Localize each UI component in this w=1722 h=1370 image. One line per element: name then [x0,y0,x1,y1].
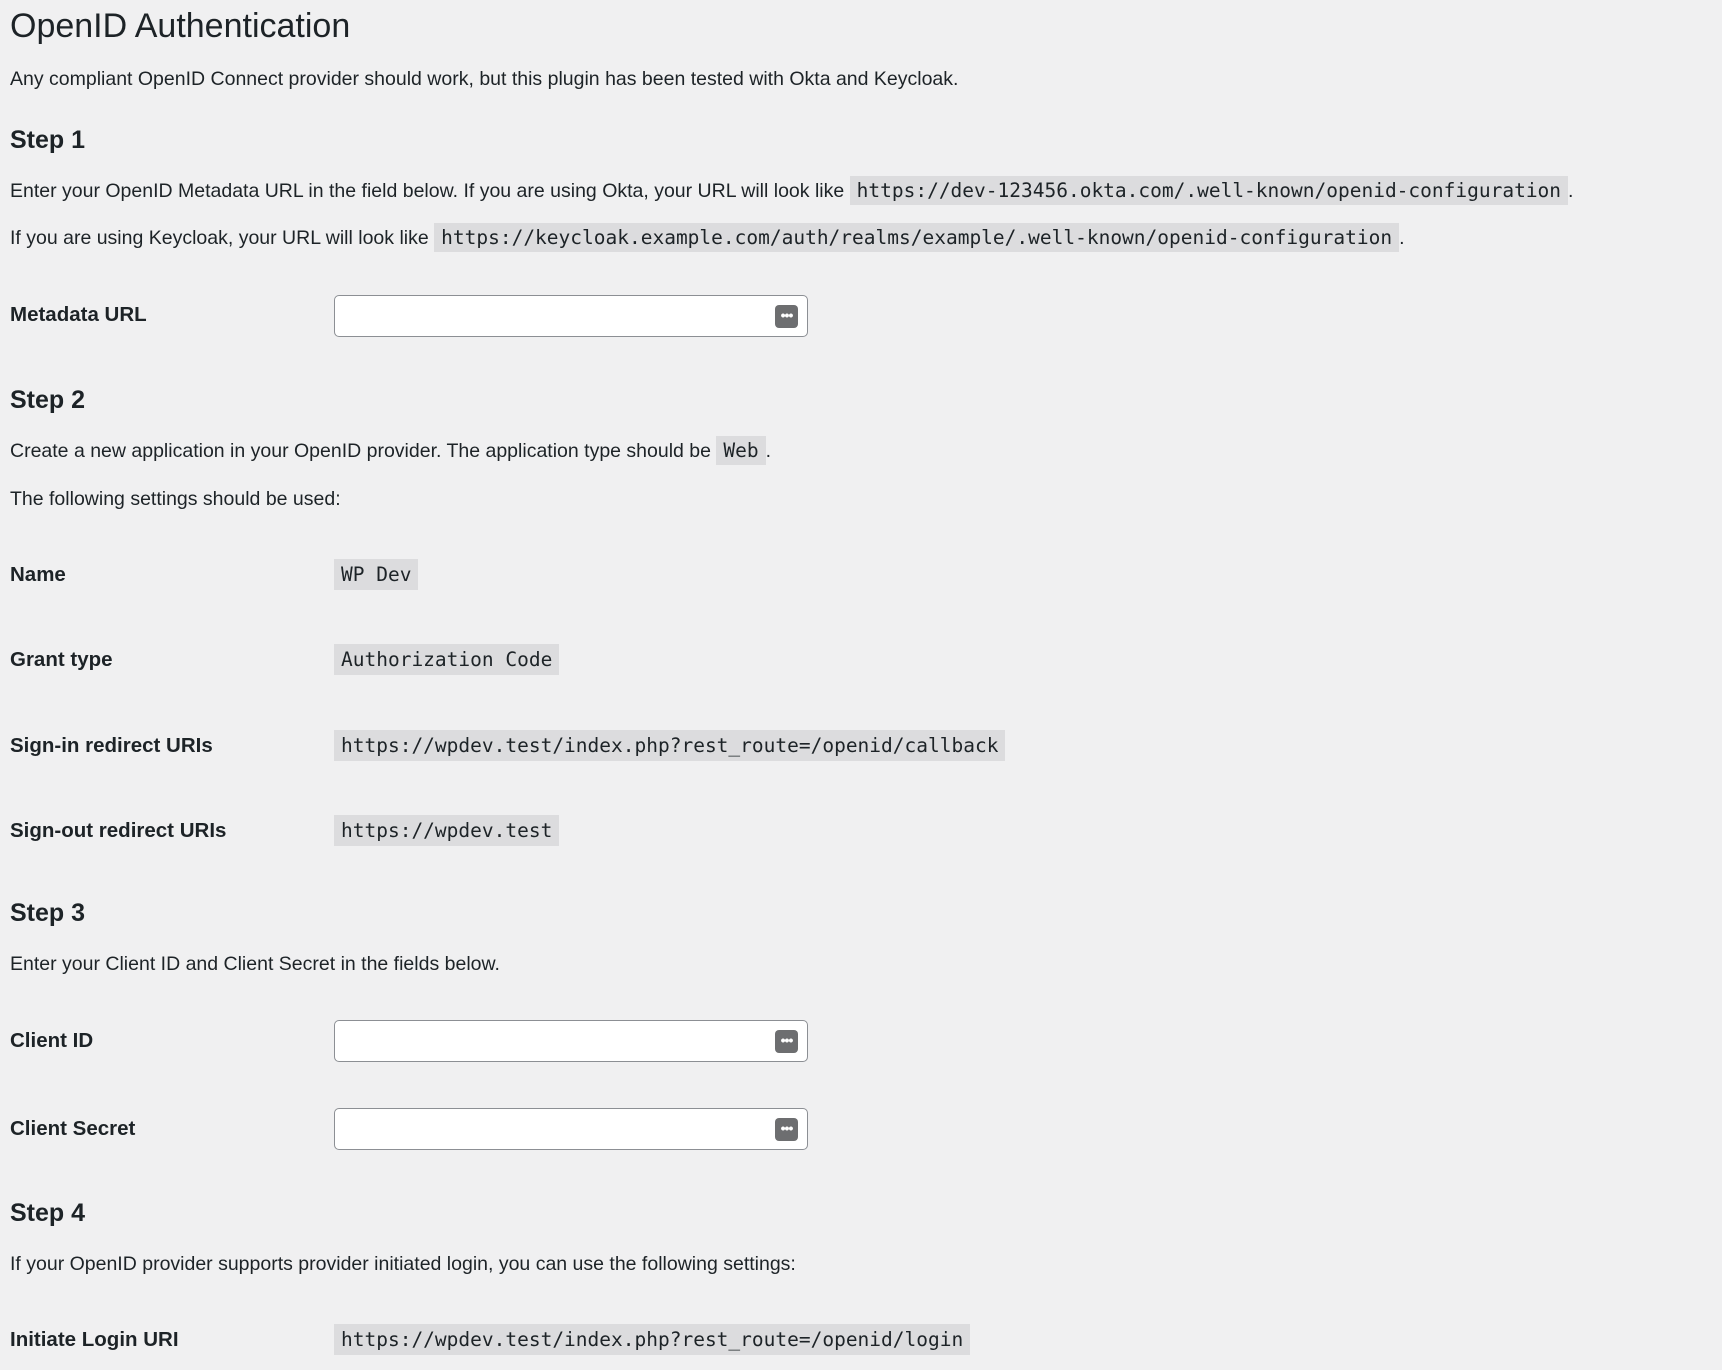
step-4-heading: Step 4 [10,1199,86,1227]
metadata-url-label: Metadata URL [10,303,147,326]
grant-type-value: Authorization Code [334,644,559,675]
step-2-create-instruction [10,436,771,466]
keycloak-url-example: https://keycloak.example.com/auth/realms/example/.well-known/openid-configuration [434,223,1399,252]
grant-type-label: Grant type [10,648,113,671]
sign-out-redirect-value: https://wpdev.test [334,815,559,846]
client-secret-field[interactable] [334,1108,808,1150]
name-value: WP Dev [334,559,418,590]
metadata-url-input[interactable] [345,297,769,337]
step-2-heading: Step 2 [10,386,86,414]
okta-instruction-text: Enter your OpenID Metadata URL in the field below. If you are using Okta, your URL will look like [10,180,845,202]
client-id-input[interactable] [345,1022,769,1062]
name-label: Name [10,563,66,586]
initiate-login-uri-value-cell [334,1325,970,1357]
keycloak-period: . [1399,227,1405,249]
sign-in-redirect-label: Sign-in redirect URIs [10,734,213,757]
keycloak-instruction-text: If you are using Keycloak, your URL will look like [10,227,429,249]
settings-intro-text: The following settings should be used: [10,488,341,510]
sign-in-redirect-value-cell [334,731,1005,763]
app-type-period: . [765,440,772,462]
client-secret-input[interactable] [345,1110,769,1150]
name-value-cell [334,560,418,592]
intro-text: Any compliant OpenID Connect provider should work, but this plugin has been tested with Okta and Keycloak. [10,68,959,90]
initiate-login-uri-value: https://wpdev.test/index.php?rest_route=/openid/login [334,1324,970,1355]
client-id-field[interactable] [334,1020,808,1062]
app-type-value: Web [716,436,765,465]
step-1-heading: Step 1 [10,126,86,154]
step-4-instruction: If your OpenID provider supports provider initiated login, you can use the following settings: [10,1253,796,1275]
initiate-login-uri-label: Initiate Login URI [10,1328,179,1351]
step-1-keycloak-instruction [10,223,1405,253]
step-3-heading: Step 3 [10,899,86,927]
create-app-text: Create a new application in your OpenID provider. The application type should be [10,440,711,462]
step-1-okta-instruction [10,176,1573,206]
sign-out-redirect-label: Sign-out redirect URIs [10,819,227,842]
step-3-instruction: Enter your Client ID and Client Secret in the fields below. [10,953,500,975]
sign-out-redirect-value-cell [334,816,559,848]
okta-url-example: https://dev-123456.okta.com/.well-known/openid-configuration [850,176,1568,205]
password-manager-dots-icon[interactable]: ••• [775,305,798,328]
client-secret-label: Client Secret [10,1117,136,1140]
client-id-label: Client ID [10,1029,94,1052]
okta-period: . [1568,180,1574,202]
password-manager-dots-icon[interactable]: ••• [775,1030,798,1053]
sign-in-redirect-value: https://wpdev.test/index.php?rest_route=/openid/callback [334,730,1005,761]
password-manager-dots-icon[interactable]: ••• [775,1118,798,1141]
grant-type-value-cell [334,645,559,677]
metadata-url-field[interactable] [334,295,808,337]
page-title: OpenID Authentication [10,7,351,45]
